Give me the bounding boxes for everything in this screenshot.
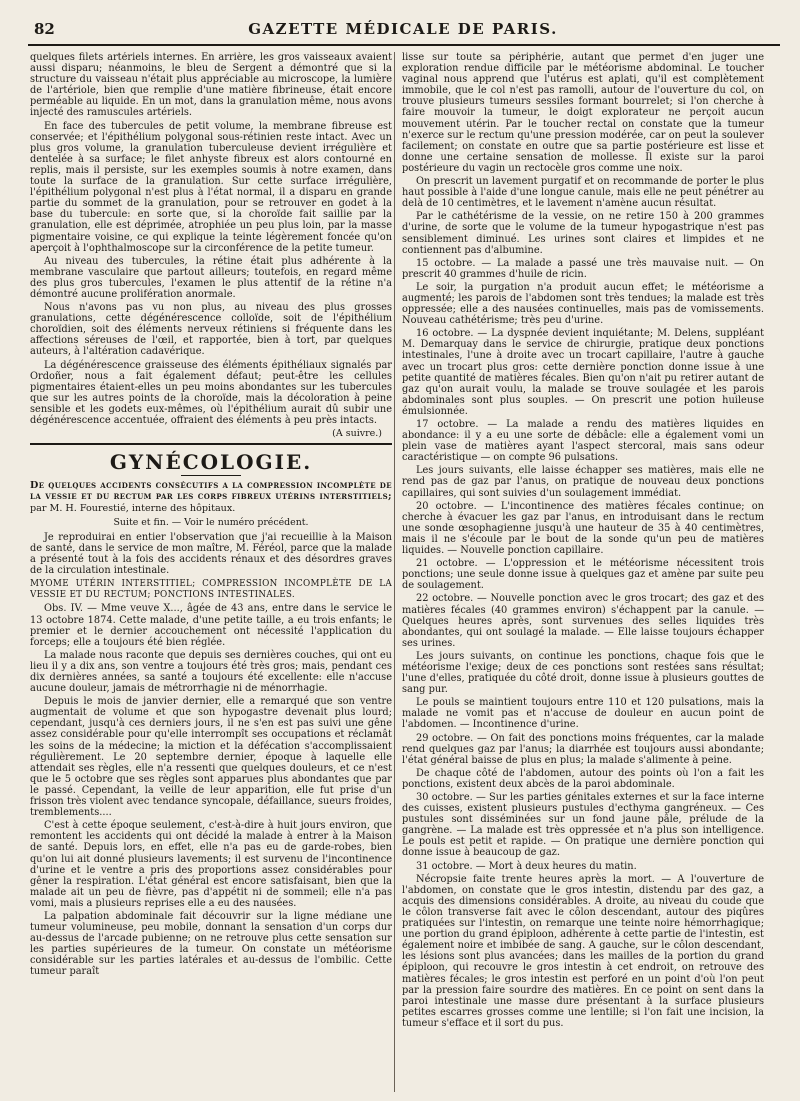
header-rule [28,44,780,46]
intro-paragraph: Je reproduirai en entier l'observation que j'ai recueillie à la Maison de santé, dans le service de mon maître, M. Féréol, parce que la malade a présenté tout à la fois des accidents rénaux et des désordres graves de la circulation intestinale. [30,531,392,577]
page-header [28,18,778,42]
paragraph: lisse sur toute sa périphérie, autant que permet d'en juger une exploration rendue difficile par le météorisme abdominal. Le toucher vaginal nous apprend que l'utérus est aplati, qu'il est complètement immobile, que le col n'est pas ramolli, autour de l'ouverture du col, on trouve plusieurs tumeurs sessiles formant bourrelet; si l'on cherche à faire mouvoir la tumeur, le doigt explorateur ne perçoit aucun mouvement utérin. Par le toucher rectal on constate que la tumeur n'exerce sur le rectum qu'une pression modérée, car on peut la soulever facilement; on constate en outre que sa partie postérieure est lisse et donne une certaine sensation de mollesse. Il existe sur la paroi postérieure du vagin un rectocèle gros comme une noix. [402,52,764,174]
paragraph: 31 octobre. — Mort à deux heures du matin. [416,860,637,872]
paragraph: 30 octobre. — Sur les parties génitales externes et sur la face interne des cuisses, existent plusieurs pustules d'ecthyma gangréneux. — Ces pustules sont disséminées sur un fond jaune pâle, prélude de la gangrène. — La malade est très oppressée et n'a plus son intelligence. Le pouls est petit et rapide. — On pratique une dernière ponction qui donne issue à beaucoup de gaz. [402,792,764,859]
paragraph: C'est à cette époque seulement, c'est-à-dire à huit jours environ, que remontent les accidents qui ont décidé la malade à entrer à la Maison de santé. Depuis lors, en effet, elle n'a pas eu de garde-robes, bien qu'on lui ait donné plusieurs lavements; il est survenu de l'incontinence d'urine et le ventre a pris des proportions assez considérables pour gêner la respiration. L'état général est encore satisfaisant, bien que la malade ait un peu de fièvre, pas d'appétit ni de sommeil; elle n'a pas vomi, mais a plusieurs reprises elle a eu des nausées. [30,820,392,909]
to-be-continued: (A suivre.) [332,428,382,440]
paragraph: Nécropsie faite trente heures après la mort. — A l'ouverture de l'abdomen, on constate que le gros intestin, distendu par des gaz, a acquis des dimensions considérables. A droite, au niveau du coude que le côlon transverse fait avec le côlon descendant, autour des piqûres pratiquées sur l'intestin, on remarque une teinte noire hémorrhagique; une portion du grand épiploon, adhérente à cette partie de l'intestin, est également noire et imbibée de sang. A gauche, sur le côlon descendant, les lésions sont plus avancées; dans les mailles de la portion du grand épiploon, qui recouvre le gros intestin à cet endroit, on retrouve des matières fécales; le gros intestin est perforé en un point d'où l'on peut par la pression faire sourdre des matières. En ce point on sent dans la paroi intestinale une masse dure présentant à la surface plusieurs petites escarres grosses comme une lentille; si l'on fait une incision, la tumeur s'efface et il sort du pus. [402,873,764,1029]
paragraph: 29 octobre. — On fait des ponctions moins fréquentes, car la malade rend quelques gaz par l'anus; la diarrhée est toujours aussi abondante; l'état général baisse de plus en plus; la malade s'alimente à peine. [402,732,764,766]
paragraph: Les jours suivants, elle laisse échapper ses matières, mais elle ne rend pas de gaz par l'anus, on pratique de nouveau deux ponctions capillaires, qui sont suivies d'un soulagement immédiat. [402,465,764,499]
case-heading: MYOME UTÉRIN INTERSTITIEL; COMPRESSION INCOMPLÈTE DE LA VESSIE ET DU RECTUM; PONCTIONS INTESTINALES. [30,579,392,600]
paragraph: 15 octobre. — La malade a passé une très mauvaise nuit. — On prescrit 40 grammes d'huile de ricin. [402,257,764,280]
paragraph: 16 octobre. — La dyspnée devient inquiétante; M. Delens, suppléant M. Demarquay dans le service de chirurgie, pratique deux ponctions intestinales, l'une à droite avec un trocart capillaire, l'autre à gauche avec un trocart plus gros: cette dernière ponction donne issue à une petite quantité de matières fécales. Bien qu'on n'ait pu retirer autant de gaz qu'on aurait voulu, la malade se trouve soulagée et les parois abdominales sont plus souples. — On prescrit une potion huileuse émulsionnée. [402,328,764,417]
column-divider [394,52,395,1092]
page-number: 82 [34,20,55,38]
right-column [402,52,764,1092]
section-separator [30,443,392,445]
paragraph: En face des tubercules de petit volume, la membrane fibreuse est conservée; et l'épithélium polygonal sous-rétinien reste intact. Avec un plus gros volume, la granulation tuberculeuse devient irrégulière et dentelée à sa surface; le filet anhyste fibreux est alors contourné en replis, mais il persiste, sur les exemples soumis à notre examen, dans toute la surface de la granulation. Sur cette surface irrégulière, l'épithélium polygonal n'est plus à l'état normal, il a disparu en grande partie du sommet de la granulation, pour se retrouver en godet à la base du tubercule: en sorte que, si la choroïde fait saillie par la granulation, elle est déprimée, atrophiée un peu plus loin, par la masse pigmentaire voisine, ce qui explique la teinte légèrement foncée qu'on aperçoit à l'ophthalmoscope sur la circonférence de la petite tumeur. [30,120,392,254]
paragraph: 20 octobre. — L'incontinence des matières fécales continue; on cherche à évacuer les gaz par l'anus, en introduisant dans le rectum une sonde œsophagienne jusqu'à une hauteur de 35 à 40 centimètres, mais il ne s'écoule par le bout de la sonde qu'un peu de matières liquides. — Nouvelle ponction capillaire. [402,500,764,557]
paragraph: quelques filets artériels internes. En arrière, les gros vaisseaux avaient aussi disparu; néanmoins, le bleu de Sergent a démontré que si la structure du vaisseau n'était plus appréciable au microscope, la lumière de l'artériole, bien que remplie d'une matière fibrineuse, était encore perméable au liquide. En un mot, dans la granulation même, nous avons injecté des ramuscules artériels. [30,52,392,119]
continuation-note: Suite et fin. — Voir le numéro précédent. [113,516,309,528]
journal-title: GAZETTE MÉDICALE DE PARIS. [248,20,558,38]
paragraph: La malade nous raconte que depuis ses dernières couches, qui ont eu lieu il y a dix ans, son ventre a toujours été très gros; mais, pendant ces dix dernières années, sa santé a toujours été excellente: elle n'accuse aucune douleur, jamais de métrorrhagie ni de ménorrhagie. [30,649,392,695]
article-author: par M. H. Fourestié, interne des hôpitaux. [30,502,236,514]
left-column [30,52,392,1092]
paragraph: La dégénérescence graisseuse des éléments épithéliaux signalés par Ordoñer, nous a fait également défaut; peut-être les cellules pigmentaires étaient-elles un peu moins abondantes sur les tubercules que sur les autres points de la choroïde, mais la décoloration à peine sensible et les godets eux-mêmes, où l'épithélium aurait dû subir une dégénérescence accentuée, offraient des éléments à peu près intacts. [30,359,392,426]
paragraph: 17 octobre. — La malade a rendu des matières liquides en abondance: il y a eu une sorte de débâcle: elle a également vomi un plein vase de matières ayant l'aspect stercoral, mais sans odeur caractéristique — on compte 96 pulsations. [402,419,764,464]
paragraph: Au niveau des tubercules, la rétine était plus adhérente à la membrane vasculaire que partout ailleurs; toutefois, en regard même des plus gros tubercules, l'examen le plus attentif de la rétine n'a démontré aucune prolifération anormale. [30,255,392,300]
paragraph: Nous n'avons pas vu non plus, au niveau des plus grosses granulations, cette dégénérescence colloïde, soit de l'épithélium choroïdien, soit des éléments nerveux rétiniens si fréquente dans les affections séreuses de l'œil, et rapportée, bien à tort, par quelques auteurs, à l'altération cadavérique. [30,302,392,358]
paragraph: 22 octobre. — Nouvelle ponction avec le gros trocart; des gaz et des matières fécales (40 grammes environ) s'échappent par la canule. — Quelques heures après, sont survenues des selles liquides très abondantes, qui ont soulagé la malade. — Elle laisse toujours échapper ses urines. [402,593,764,649]
paragraph: Le pouls se maintient toujours entre 110 et 120 pulsations, mais la malade ne vomit pas et n'accuse de douleur en aucun point de l'abdomen. — Incontinence d'urine. [402,697,764,731]
section-title: GYNÉCOLOGIE. [109,450,313,475]
paragraph: Par le cathétérisme de la vessie, on ne retire 150 à 200 grammes d'urine, de sorte que le volume de la tumeur hypogastrique n'est pas sensiblement diminué. Les urines sont claires et limpides et ne contiennent pas d'albumine. [402,211,764,256]
article-title-main: De quelques accidents consécutifs a la compression incomplète de la vessie et du rectum par les corps fibreux utérins interstitiels; [30,480,392,503]
paragraph: On prescrit un lavement purgatif et on recommande de porter le plus haut possible à l'aide d'une longue canule, mais elle ne peut pénétrer au delà de 10 centimètres, et le lavement n'amène aucun résultat. [402,176,764,210]
paragraph: 21 octobre. — L'oppression et le météorisme nécessitent trois ponctions; une seule donne issue à quelques gaz et amène par suite peu de soulagement. [402,558,764,592]
paragraph: La palpation abdominale fait découvrir sur la ligne médiane une tumeur volumineuse, peu mobile, donnant la sensation d'un corps dur au-dessus de l'arcade pubienne; on ne retrouve plus cette sensation sur les parties supérieures de la tumeur. On constate un météorisme considérable sur les parties latérales et au-dessus de l'ombilic. Cette tumeur paraît [30,910,392,978]
paragraph: Obs. IV. — Mme veuve X..., âgée de 43 ans, entre dans le service le 13 octobre 1874. Cette malade, d'une petite taille, a eu trois enfants; le premier et le dernier accouchement ont nécessité l'application du forceps; elle a toujours été bien réglée. [30,603,392,648]
paragraph: Le soir, la purgation n'a produit aucun effet; le météorisme a augmenté; les parois de l'abdomen sont très tendues; la malade est très oppressée; elle a des nausées continuelles, mais pas de vomissements. Nouveau cathétérisme; très peu d'urine. [402,281,764,327]
paragraph: Les jours suivants, on continue les ponctions, chaque fois que le météorisme l'exige; deux de ces ponctions sont restées sans résultat; l'une d'elles, pratiquée du côté droit, donne issue à plusieurs gouttes de sang pur. [402,650,764,696]
title-rule [181,475,241,476]
paragraph: De chaque côté de l'abdomen, autour des points où l'on a fait les ponctions, existent deux abcès de la paroi abdominale. [402,767,764,790]
paragraph: Depuis le mois de janvier dernier, elle a remarqué que son ventre augmentait de volume et que son hypogastre devenait plus lourd; cependant, jusqu'à ces derniers jours, il ne s'en est pas suivi une gêne assez considérable pour qu'elle interrompît ses occupations et réclamât les soins de la médecine; la miction et la défécation s'accomplissaient régulièrement. Le 20 septembre dernier, époque à laquelle elle attendait ses règles, elle n'a ressenti que quelques douleurs, et ce n'est que le 5 octobre que ses règles sont apparues plus abondantes que par le passé. Cependant, la veille de leur apparition, elle fut prise d'un frisson très violent avec tendance syncopale, défaillance, sueurs froides, tremblements.... [30,696,392,819]
article-title [30,480,392,514]
